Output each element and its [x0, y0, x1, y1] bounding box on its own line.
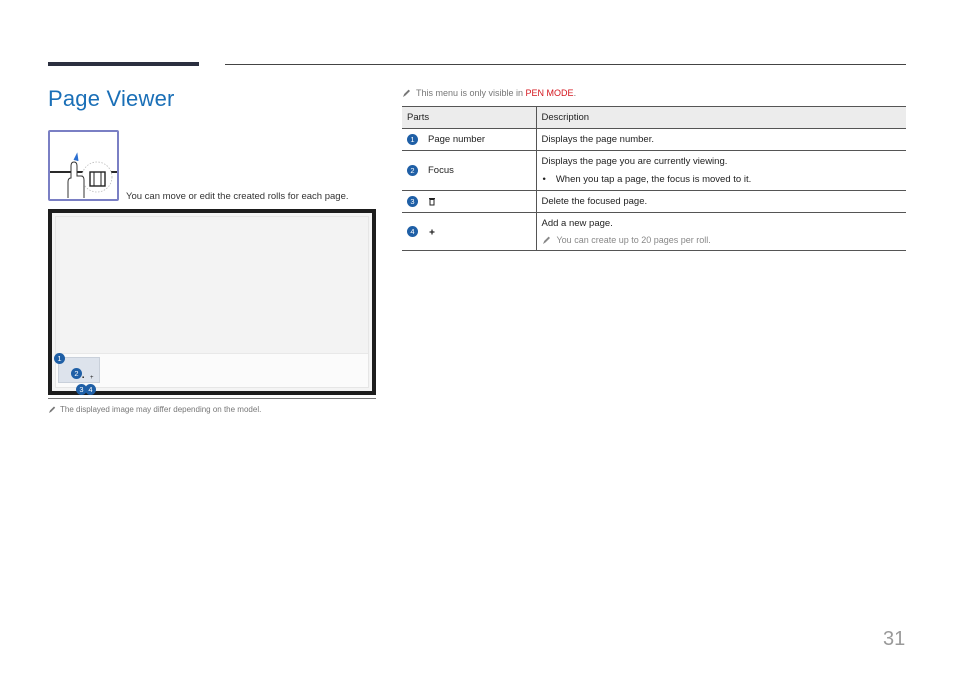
pen-mode-label: PEN MODE: [525, 88, 574, 98]
image-note-text: The displayed image may differ depending on the model.: [60, 405, 262, 414]
header-rule: [225, 64, 906, 65]
callout-2: 2: [71, 368, 82, 379]
pencil-note-icon: [48, 405, 56, 414]
row-number-badge: 4: [407, 226, 418, 237]
part-description: Add a new page.: [541, 218, 613, 229]
image-note: [48, 405, 261, 414]
part-description: Delete the focused page.: [536, 191, 906, 213]
display-canvas: [55, 216, 369, 388]
bullet-dot: •: [542, 174, 546, 185]
part-description: Displays the page number.: [536, 129, 906, 151]
callout-4: 4: [85, 384, 96, 395]
row-number-badge: 2: [407, 165, 418, 176]
callout-3: 3: [76, 384, 87, 395]
row-number-badge: 3: [407, 196, 418, 207]
bullet-text: When you tap a page, the focus is moved to it.: [555, 174, 752, 185]
part-description: Displays the page you are currently viewing.: [541, 156, 728, 167]
plus-icon: +: [90, 375, 94, 381]
display-illustration: [48, 209, 376, 395]
header-parts: Parts: [402, 107, 536, 129]
pencil-note-icon: [542, 235, 551, 245]
part-name: Focus: [428, 165, 454, 176]
pen-note-suffix: .: [573, 88, 577, 98]
page-viewer-feature-icon: [48, 130, 119, 201]
bullet-item: [542, 174, 902, 185]
header-description: Description: [536, 107, 906, 129]
sub-note-text: You can create up to 20 pages per roll.: [556, 235, 711, 245]
trash-icon: ▪: [82, 375, 85, 381]
table-row: [402, 213, 906, 251]
pencil-note-icon: [402, 88, 411, 98]
icon-caption: You can move or edit the created rolls for each page.: [126, 191, 349, 202]
page-title: Page Viewer: [48, 86, 175, 111]
hand-touch-icon: [50, 132, 117, 199]
figure-rule: [48, 398, 376, 399]
row-number-badge: 1: [407, 134, 418, 145]
trash-icon: [428, 197, 436, 206]
page-number: 31: [883, 628, 906, 650]
plus-icon: [428, 228, 436, 236]
table-row: [402, 151, 906, 191]
page-thumbnail-strip: [56, 353, 368, 387]
pen-mode-note: [402, 88, 576, 98]
part-name: Page number: [428, 134, 486, 145]
pen-note-prefix: This menu is only visible in: [416, 88, 526, 98]
table-row: [402, 129, 906, 151]
parts-table: [402, 106, 906, 251]
table-row: [402, 191, 906, 213]
header-accent-bar: [48, 62, 199, 66]
sub-note: [542, 235, 902, 245]
table-header-row: [402, 107, 906, 129]
callout-1: 1: [54, 353, 65, 364]
